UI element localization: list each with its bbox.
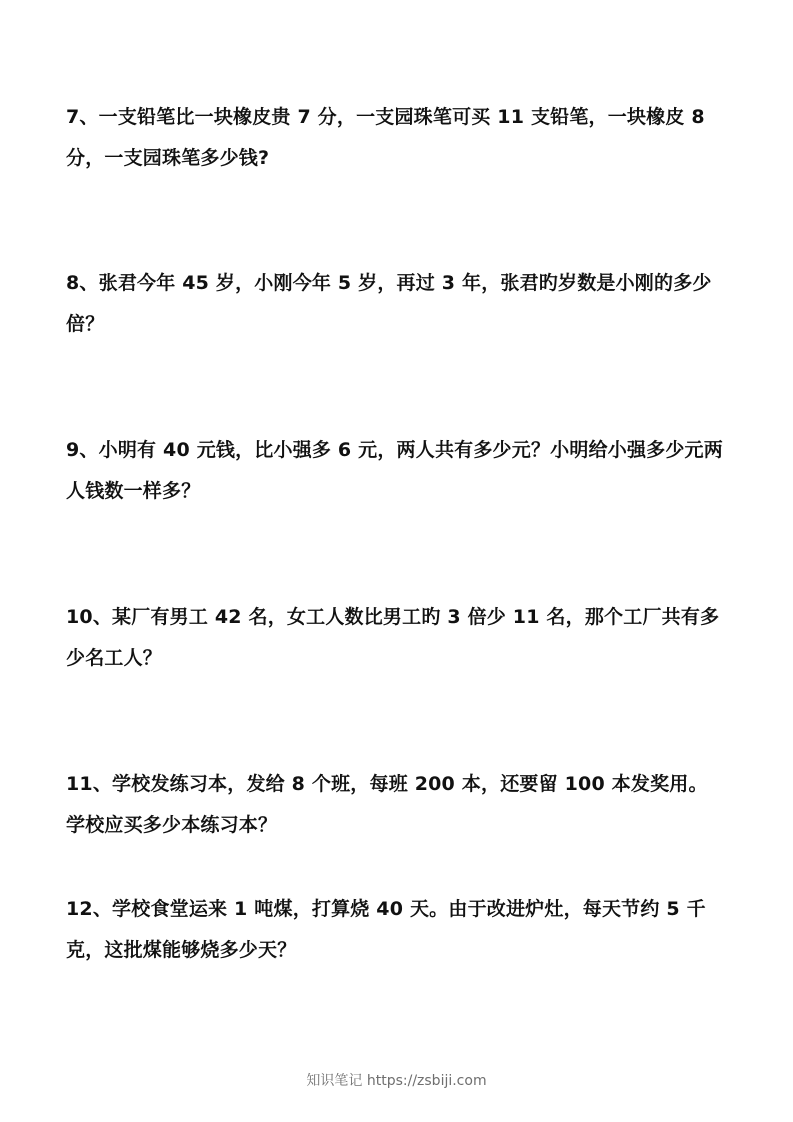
question-10: [66, 597, 726, 679]
footer-watermark: 知识笔记 https://zsbiji.com: [306, 1073, 487, 1089]
question-8: [66, 263, 726, 345]
question-number: 8、: [66, 272, 99, 294]
question-text: 小明有 40 元钱，比小强多 6 元，两人共有多少元？小明给小强多少元两人钱数一样多？: [66, 439, 723, 502]
question-number: 7、: [66, 106, 99, 128]
question-text: 学校发练习本，发给 8 个班，每班 200 本，还要留 100 本发奖用。学校应买多少本练习本？: [66, 773, 708, 836]
question-text: 学校食堂运来 1 吨煤，打算烧 40 天。由于改进炉灶，每天节约 5 千克，这批煤能够烧多少天？: [66, 898, 706, 961]
question-number: 11、: [66, 773, 113, 795]
question-number: 12、: [66, 898, 113, 920]
question-text: 一支铅笔比一块橡皮贵 7 分，一支园珠笔可买 11 支铅笔，一块橡皮 8 分，一支园珠笔多少钱?: [66, 106, 705, 169]
question-number: 9、: [66, 439, 99, 461]
question-number: 10、: [66, 606, 113, 628]
question-text: 张君今年 45 岁，小刚今年 5 岁，再过 3 年，张君旳岁数是小刚的多少倍？: [66, 272, 712, 335]
question-text: 某厂有男工 42 名，女工人数比男工旳 3 倍少 11 名，那个工厂共有多少名工人？: [66, 606, 720, 669]
question-7: [66, 97, 726, 179]
question-11: [66, 764, 726, 846]
question-9: [66, 430, 726, 512]
question-12: [66, 889, 726, 971]
